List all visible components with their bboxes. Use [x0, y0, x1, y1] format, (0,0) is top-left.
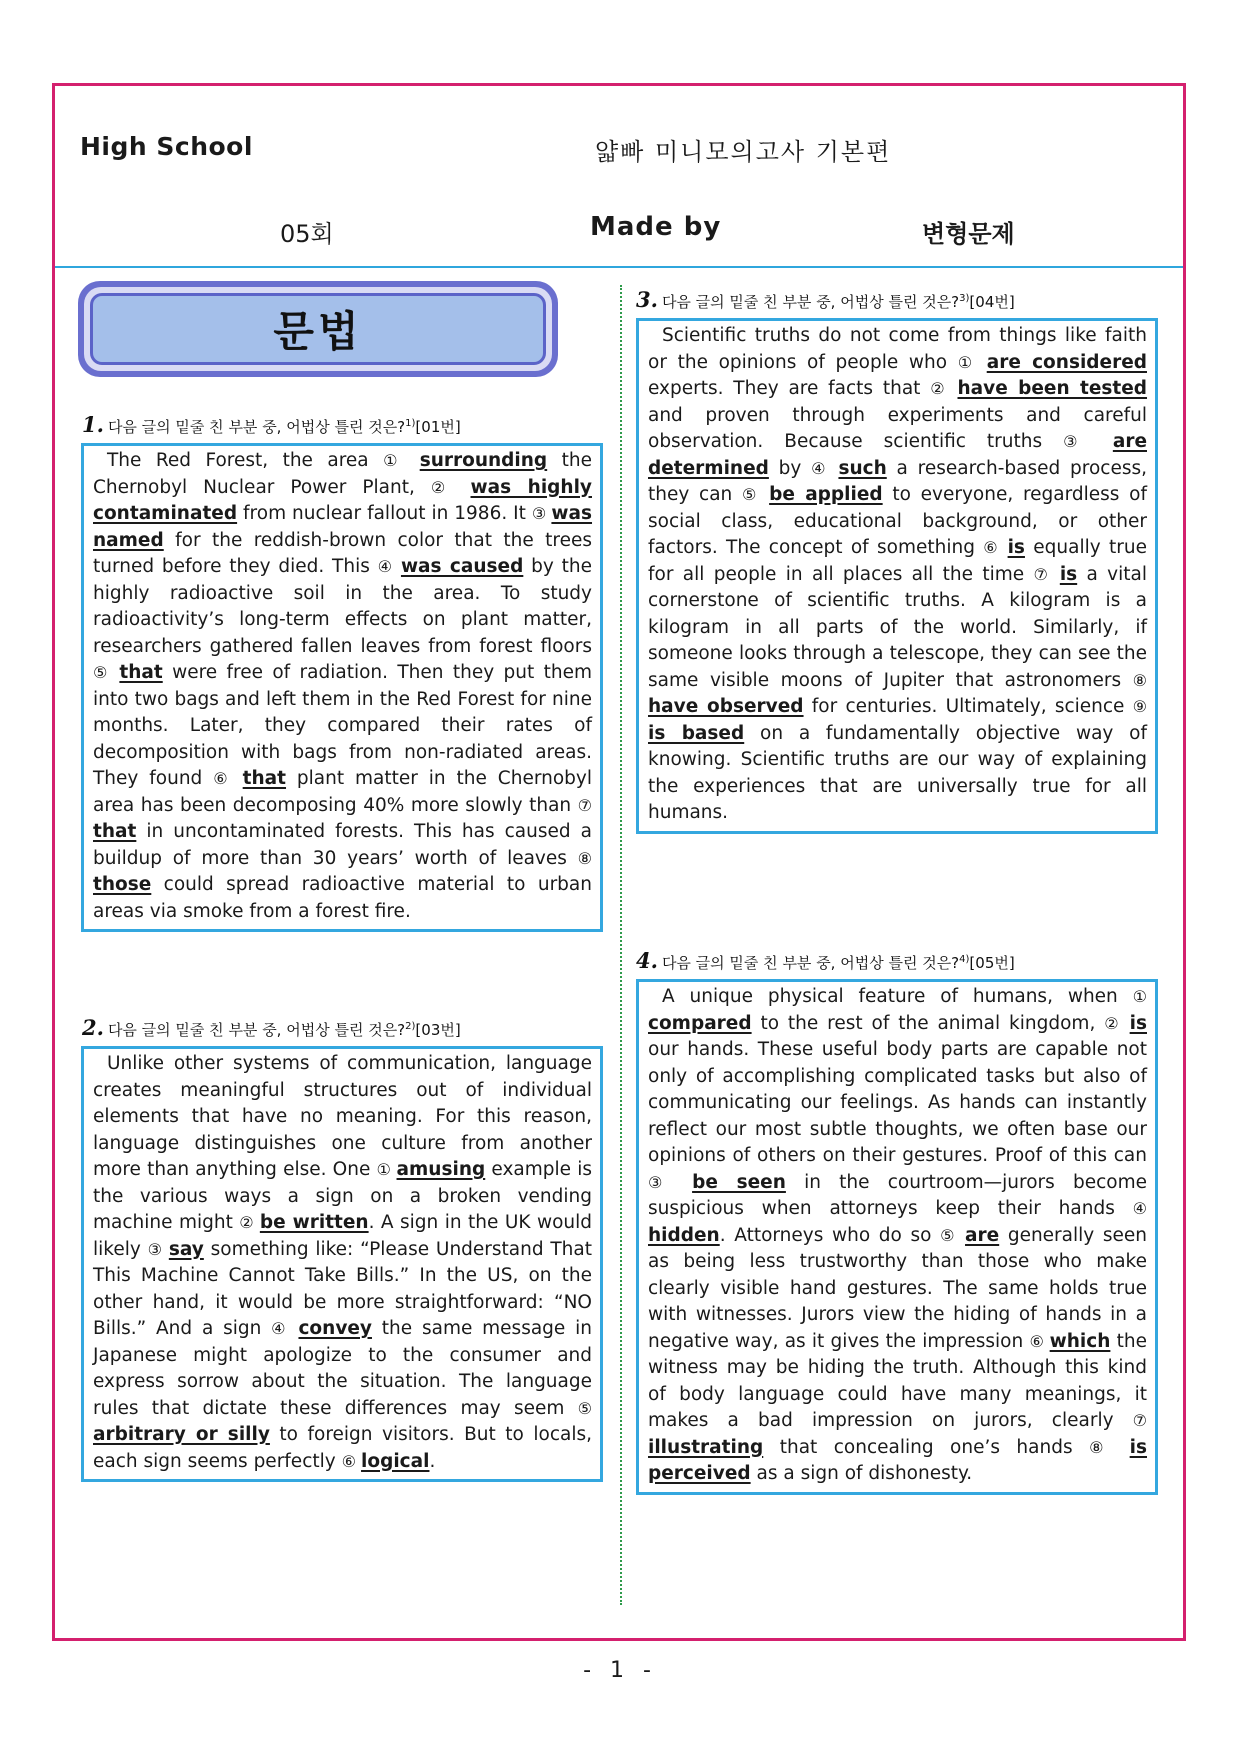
- underlined-phrase: be written: [259, 1212, 369, 1233]
- underlined-phrase: was named: [93, 503, 593, 551]
- underlined-phrase: is: [1129, 1012, 1147, 1034]
- passage-segment: were free of radiation. Then they put them into two bags and left them in the Red Forest for nine months. Later, they compared their rates of decomposition with bags from non-radiated areas. They found: [93, 662, 592, 789]
- underlined-phrase: convey: [298, 1318, 372, 1339]
- passage-segment: for the reddish-brown color that the trees turned before they died. This: [93, 529, 592, 577]
- underlined-phrase: have been tested: [957, 378, 1148, 399]
- passage-segment: by the highly radioactive soil in the area. To study radioactivity’s long-term effects on plant matter, researchers gathered fallen leaves from forest floors: [93, 556, 592, 657]
- choice-marker: ⑥: [983, 538, 1008, 557]
- choice-marker: ②: [430, 477, 471, 497]
- passage-segment: .: [429, 1450, 436, 1472]
- header-bottom: [80, 210, 1160, 250]
- choice-marker: ⑤: [742, 485, 770, 504]
- question-1-passage: [81, 443, 603, 932]
- passage-segment: the Chernobyl Nuclear Power Plant,: [93, 450, 592, 498]
- passage-segment: by: [768, 457, 812, 479]
- footnote-mark: 2): [405, 1021, 416, 1032]
- underlined-phrase: that: [93, 821, 137, 842]
- passage-segment: in uncontaminated forests. This has caused a buildup of more than 30 years’ worth of leaves: [93, 821, 592, 869]
- choice-marker: ⑦: [577, 795, 592, 815]
- choice-marker: ②: [930, 379, 958, 398]
- made-by-label: Made by: [590, 212, 722, 242]
- underlined-phrase: illustrating: [648, 1436, 764, 1458]
- question-prompt: 다음 글의 밑줄 친 부분 중, 어법상 틀린 것은?: [107, 1021, 406, 1039]
- passage-segment: equally true for all people in all places all the time: [648, 537, 1147, 585]
- series-title: 얇빠 미니모의고사 기본편: [595, 138, 892, 166]
- passage-segment: generally seen as being less trustworthy than those who make clearly visible hand gestures. The same holds true with witnesses. Jurors view the hiding of hands in a negative way, as it gives the impression: [648, 1224, 1147, 1352]
- underlined-phrase: surrounding: [419, 450, 548, 471]
- passage-text: [93, 448, 592, 925]
- question-number: 2.: [82, 1015, 104, 1040]
- passage-segment: from nuclear fallout in 1986. It: [237, 503, 532, 524]
- passage-segment: to everyone, regardless of social class, educational background, or other factors. The concept of something: [648, 484, 1147, 558]
- passage-segment: Unlike other systems of communication, language creates meaningful structures out of individual elements that have no meaning. For this reason, language distinguishes one culture from another more than anything else. One: [93, 1053, 592, 1180]
- underlined-phrase: are considered: [986, 351, 1147, 373]
- question-number: 1.: [82, 412, 104, 437]
- passage-segment: could spread radioactive material to urban areas via smoke from a forest fire.: [93, 874, 592, 922]
- question-2-passage: [81, 1046, 603, 1482]
- choice-marker: ⑦: [1132, 1411, 1147, 1430]
- underlined-phrase: was highly contaminated: [93, 476, 592, 524]
- choice-marker: ④: [811, 458, 839, 478]
- choice-marker: ⑧: [577, 848, 592, 868]
- question-ref: [01번]: [415, 418, 461, 436]
- question-ref: [03번]: [415, 1021, 461, 1039]
- choice-marker: ⑤: [93, 663, 120, 682]
- passage-segment: . A sign in the UK would likely: [93, 1212, 592, 1260]
- passage-segment: Scientific truths do not come from things like faith or the opinions of people who: [648, 325, 1147, 373]
- choice-marker: ⑥: [1029, 1331, 1050, 1351]
- passage-segment: plant matter in the Chernobyl area has been decomposing 40% more slowly than: [93, 768, 592, 816]
- underlined-phrase: be seen: [692, 1171, 786, 1193]
- choice-marker: ⑧: [1132, 670, 1147, 690]
- choice-marker: ②: [239, 1213, 260, 1232]
- underlined-phrase: are determined: [648, 431, 1147, 479]
- passage-segment: something like: “Please Understand That This Machine Cannot Take Bills.” In the US, on the other hand, it would be more straightforward: “NO Bills.” And a sign: [93, 1238, 592, 1339]
- passage-text: [648, 323, 1147, 827]
- question-2-heading: [82, 1015, 461, 1040]
- choice-marker: ⑥: [213, 769, 243, 788]
- underlined-phrase: that: [242, 768, 287, 789]
- choice-marker: ⑥: [341, 1451, 362, 1471]
- passage-segment: . Attorneys who do so: [719, 1224, 941, 1246]
- choice-marker: ②: [1104, 1013, 1130, 1033]
- underlined-phrase: arbitrary or silly: [93, 1424, 270, 1445]
- question-number: 3.: [636, 287, 658, 312]
- passage-text: [93, 1051, 592, 1475]
- question-ref: [05번]: [969, 954, 1015, 972]
- underlined-phrase: be applied: [769, 484, 883, 505]
- question-4-passage: [636, 979, 1158, 1495]
- question-3-passage: [636, 318, 1158, 834]
- passage-segment: A unique physical feature of humans, when: [662, 986, 1133, 1007]
- choice-marker: ①: [1132, 987, 1147, 1006]
- passage-segment: to the rest of the animal kingdom,: [751, 1012, 1105, 1034]
- header-divider: [55, 266, 1183, 268]
- kind-label: 변형문제: [922, 220, 1015, 248]
- choice-marker: ⑦: [1033, 564, 1060, 584]
- passage-segment: and proven through experiments and careful observation. Because scientific truths: [648, 404, 1147, 452]
- choice-marker: ③: [648, 1172, 693, 1192]
- underlined-phrase: is: [1007, 537, 1025, 558]
- underlined-phrase: is: [1059, 563, 1078, 585]
- passage-text: [648, 984, 1147, 1488]
- passage-segment: that concealing one’s hands: [763, 1436, 1090, 1458]
- choice-marker: ⑤: [577, 1398, 592, 1418]
- question-prompt: 다음 글의 밑줄 친 부분 중, 어법상 틀린 것은?: [661, 293, 960, 311]
- question-number: 4.: [636, 948, 658, 973]
- choice-marker: ⑤: [940, 1225, 966, 1245]
- passage-segment: experts. They are facts that: [648, 378, 931, 399]
- passage-segment: The Red Forest, the area: [107, 450, 384, 471]
- underlined-phrase: amusing: [396, 1159, 486, 1180]
- question-4-heading: [636, 948, 1015, 973]
- passage-segment: on a fundamentally objective way of knowing. Scientific truths are our way of explaining the experiences that are universally true for all humans.: [648, 722, 1147, 823]
- question-prompt: 다음 글의 밑줄 친 부분 중, 어법상 틀린 것은?: [107, 418, 406, 436]
- underlined-phrase: is perceived: [648, 1436, 1147, 1484]
- footnote-mark: 3): [959, 293, 970, 304]
- footnote-mark: 4): [959, 954, 970, 965]
- page-number: - 1 -: [583, 1658, 657, 1683]
- choice-marker: ③: [1063, 432, 1113, 451]
- underlined-phrase: those: [93, 874, 152, 895]
- underlined-phrase: logical: [361, 1450, 430, 1472]
- choice-marker: ⑧: [1089, 1437, 1130, 1457]
- passage-segment: as a sign of dishonesty.: [750, 1463, 973, 1484]
- school-label: High School: [80, 132, 253, 161]
- passage-segment: our hands. These useful body parts are capable not only of accomplishing complicated tasks but also of communicating our feelings. As hands can instantly reflect our most subtle thoughts, we often base our opinions of others on their gestures. Proof of this can: [648, 1039, 1147, 1166]
- underlined-phrase: is based: [648, 722, 745, 744]
- choice-marker: ①: [957, 352, 987, 372]
- underlined-phrase: compared: [648, 1012, 752, 1034]
- header-top: [80, 128, 1160, 168]
- choice-marker: ③: [531, 504, 552, 523]
- section-badge: [78, 281, 558, 377]
- underlined-phrase: which: [1049, 1330, 1111, 1352]
- question-ref: [04번]: [969, 293, 1015, 311]
- section-title: 문법: [273, 307, 363, 356]
- choice-marker: ④: [1132, 1199, 1147, 1218]
- underlined-phrase: have observed: [648, 696, 804, 717]
- round-label: 05회: [280, 220, 334, 248]
- underlined-phrase: hidden: [648, 1224, 720, 1246]
- choice-marker: ①: [376, 1160, 397, 1179]
- underlined-phrase: say: [168, 1238, 204, 1260]
- underlined-phrase: that: [119, 662, 163, 683]
- underlined-phrase: was caused: [400, 556, 524, 577]
- passage-segment: in the courtroom—jurors become suspicious when attorneys keep their hands: [648, 1171, 1148, 1219]
- passage-segment: example is the various ways a sign on a broken vending machine might: [93, 1159, 592, 1233]
- passage-segment: a vital cornerstone of scientific truths. A kilogram is a kilogram in all parts of the world. Similarly, if someone looks through a telescope, they can see the same visible moons of Jupiter that astronomers: [648, 563, 1147, 691]
- choice-marker: ④: [377, 557, 401, 576]
- passage-segment: the witness may be hiding the truth. Although this kind of body language could have many meanings, it makes a bad impression on jurors, clearly: [648, 1330, 1147, 1431]
- passage-segment: the same message in Japanese might apologize to the consumer and express sorrow about the situation. The language rules that dictate these differences may seem: [93, 1318, 592, 1419]
- passage-segment: to foreign visitors. But to locals, each sign seems perfectly: [93, 1424, 593, 1472]
- underlined-phrase: are: [965, 1224, 1000, 1246]
- choice-marker: ④: [271, 1319, 299, 1338]
- footnote-mark: 1): [405, 418, 416, 429]
- passage-segment: a research-based process, they can: [648, 457, 1148, 505]
- question-prompt: 다음 글의 밑줄 친 부분 중, 어법상 틀린 것은?: [661, 954, 960, 972]
- passage-segment: for centuries. Ultimately, science: [803, 696, 1133, 717]
- choice-marker: ⑨: [1132, 697, 1148, 716]
- choice-marker: ①: [383, 451, 420, 470]
- choice-marker: ③: [147, 1239, 169, 1259]
- question-3-heading: [636, 287, 1015, 312]
- question-1-heading: [82, 412, 461, 437]
- column-divider: [620, 285, 622, 1605]
- underlined-phrase: such: [838, 457, 887, 479]
